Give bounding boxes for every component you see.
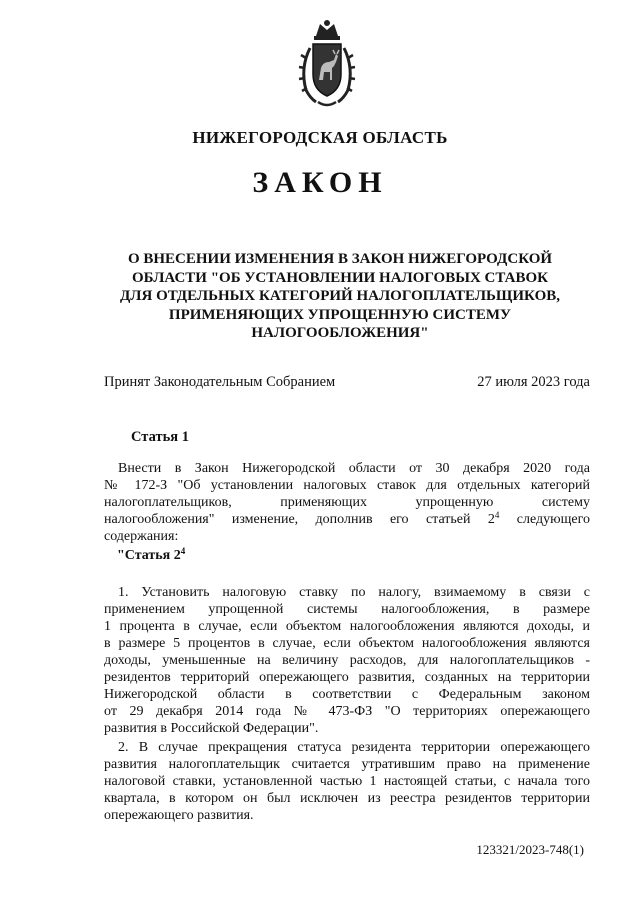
- paragraph-line: 2. В случае прекращения статуса резидента территории опережающего: [118, 740, 590, 755]
- document-number: 123321/2023-748(1): [476, 842, 584, 857]
- law-title-line: ДЛЯ ОТДЕЛЬНЫХ КАТЕГОРИЙ НАЛОГОПЛАТЕЛЬЩИКОВ,: [119, 288, 560, 304]
- law-title-line: ОБЛАСТИ "ОБ УСТАНОВЛЕНИИ НАЛОГОВЫХ СТАВОК: [132, 269, 548, 286]
- paragraph-line: [104, 512, 590, 529]
- inserted-article-heading: [117, 548, 603, 565]
- article-heading: Статья 1: [131, 429, 189, 445]
- paragraph-line: доходы, уменьшенные на величину расходов, для налогоплательщиков -: [104, 653, 590, 668]
- paragraph-line: квартала, в котором он был исключен из реестра резидентов территории: [104, 791, 590, 806]
- paragraph-line: в размере 5 процентов в случае, если объектом налогообложения являются: [104, 636, 590, 651]
- nizhny-novgorod-coat-of-arms-icon: [296, 18, 358, 108]
- paragraph-line: Внести в Закон Нижегородской области от 30 декабря 2020 года: [118, 461, 590, 476]
- paragraph-line: налоговой ставки, установленной частью 1 настоящей статьи, с начала того: [104, 774, 590, 789]
- adoption-line: [104, 374, 590, 391]
- superscript: 4: [494, 510, 500, 520]
- paragraph-line: 1 процента в случае, если объектом налогообложения являются доходы, и: [104, 619, 590, 634]
- inserted-article-heading-text: "Статья 2: [117, 548, 181, 563]
- paragraph-line: развития налогоплательщик считается утратившим право на применение: [104, 757, 590, 772]
- region-name: НИЖЕГОРОДСКАЯ ОБЛАСТЬ: [192, 128, 448, 147]
- document-type: ЗАКОН: [252, 166, 388, 199]
- adoption-date: 27 июля 2023 года: [477, 374, 590, 390]
- paragraph-text: следующего: [499, 512, 590, 527]
- paragraph-line: от 29 декабря 2014 года № 473-ФЗ "О территориях опережающего: [104, 704, 590, 719]
- law-title: [100, 250, 580, 343]
- law-title-line: НАЛОГООБЛОЖЕНИЯ": [251, 325, 429, 341]
- paragraph-line: резидентов территорий опережающего развития, созданных на территории: [104, 670, 590, 685]
- paragraph-line: развития в Российской Федерации".: [104, 721, 319, 736]
- law-title-line: О ВНЕСЕНИИ ИЗМЕНЕНИЯ В ЗАКОН НИЖЕГОРОДСКОЙ: [127, 251, 553, 267]
- superscript: 4: [180, 546, 186, 556]
- paragraph-line: 1. Установить налоговую ставку по налогу, взимаемому в связи с: [118, 585, 590, 600]
- paragraph-line: Нижегородской области в соответствии с Федеральным законом: [104, 687, 590, 702]
- paragraph-line: № 172-З "Об установлении налоговых ставок для отдельных категорий: [104, 478, 590, 493]
- law-title-line: ПРИМЕНЯЮЩИХ УПРОЩЕННУЮ СИСТЕМУ: [168, 306, 512, 323]
- paragraph-line: опережающего развития.: [104, 808, 254, 823]
- paragraph-line: содержания:: [104, 529, 179, 544]
- paragraph-line: применением упрощенной системы налогообложения, в размере: [104, 602, 590, 617]
- paragraph-line: налогоплательщиков, применяющих упрощенную систему: [104, 495, 590, 510]
- paragraph-text: налогообложения" изменение, дополнив его статьей 2: [104, 512, 495, 527]
- adopted-by: Принят Законодательным Собранием: [104, 374, 336, 390]
